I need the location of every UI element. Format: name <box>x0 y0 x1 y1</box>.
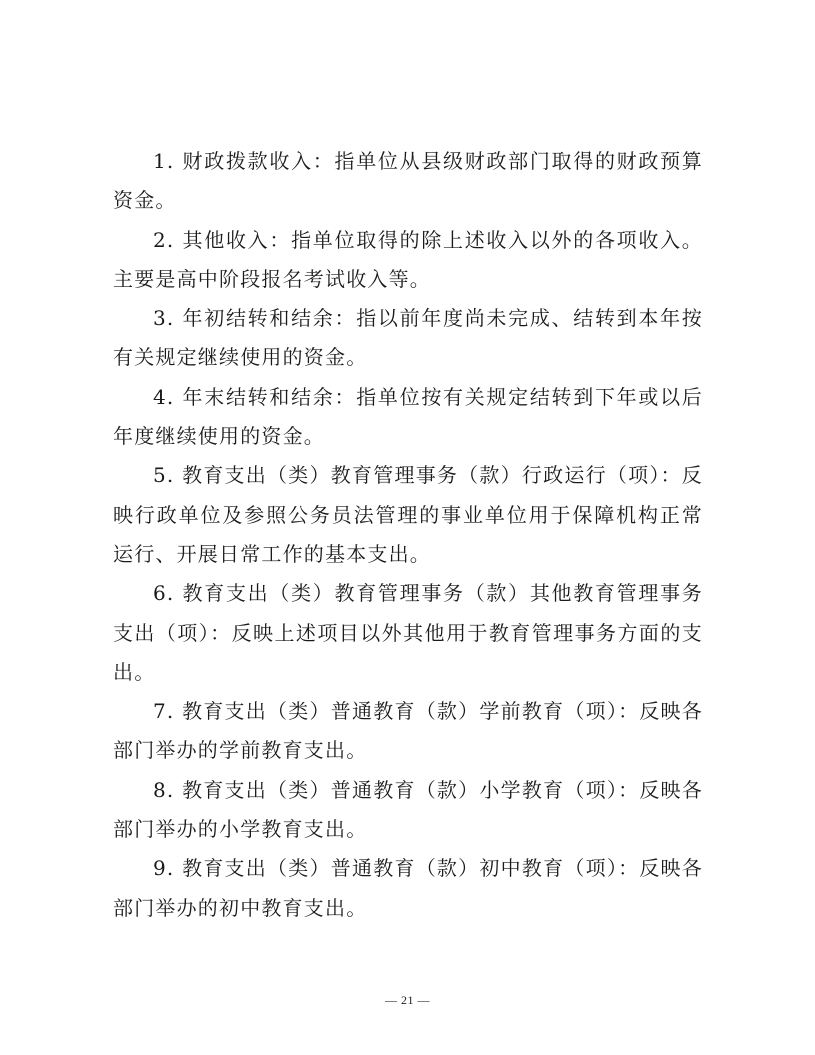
paragraph-2: 2. 其他收入：指单位取得的除上述收入以外的各项收入。主要是高中阶段报名考试收入等。 <box>113 227 703 291</box>
paragraph-1: 1. 财政拨款收入：指单位从县级财政部门取得的财政预算资金。 <box>113 149 703 213</box>
paragraph-9: 9. 教育支出（类）普通教育（款）初中教育（项）：反映各部门举办的初中教育支出。 <box>113 856 703 920</box>
paragraph-4: 4. 年末结转和结余：指单位按有关规定结转到下年或以后年度继续使用的资金。 <box>113 384 703 449</box>
document-body <box>113 142 703 928</box>
paragraph-7: 7. 教育支出（类）普通教育（款）学前教育（项）：反映各部门举办的学前教育支出。 <box>113 699 703 763</box>
page-number: — 21 — <box>385 993 430 1007</box>
paragraph-8: 8. 教育支出（类）普通教育（款）小学教育（项）：反映各部门举办的小学教育支出。 <box>113 777 703 842</box>
paragraph-5: 5. 教育支出（类）教育管理事务（款）行政运行（项）：反映行政单位及参照公务员法管理的事业单位用于保障机构正常运行、开展日常工作的基本支出。 <box>113 463 703 566</box>
paragraph-6: 6. 教育支出（类）教育管理事务（款）其他教育管理事务支出（项）：反映上述项目以外其他用于教育管理事务方面的支出。 <box>113 581 703 684</box>
paragraph-3: 3. 年初结转和结余：指以前年度尚未完成、结转到本年按有关规定继续使用的资金。 <box>113 306 703 370</box>
